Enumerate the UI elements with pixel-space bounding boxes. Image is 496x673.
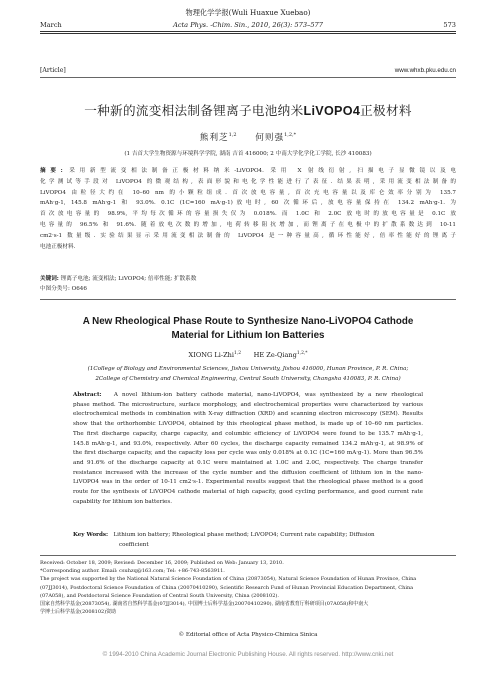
footnote-line: *Corresponding author. Email: csuhzq@163.com; Tel: +86-743-8563911. [40, 568, 225, 575]
abstract-cn-line: mAh·g-1, 145.8 mAh·g-1 和 93.0%. 0.1C (1C=160 mA·g-1)放电时, 60 次循环后, 放电容量保持在 134.2 mAh·g-1. 为 [40, 200, 456, 207]
authors-en [0, 351, 496, 359]
clc-label: 中图分类号: [40, 286, 70, 293]
abstract-en-line: show that the orthorhombic LiVOPO4, obtained by this rheological phase method, is made up of 10–60 nm particles. [73, 421, 423, 428]
affiliation-en-line: (1College of Biology and Environmental Sciences, Jishou University, Jishou 416000, Hunan Province, P. R. China; [87, 366, 409, 372]
journal-name-cn: 物理化学学报(Wuli Huaxue Xuebao) [185, 8, 311, 17]
author-cn-name: 何则强 [255, 133, 285, 143]
footnote-line: (07JJ3014), Postdoctoral Science Foundation of China (20070410290), Scientific Research Fund of Hunan Provincial Education Department, China [40, 584, 414, 591]
title-en-line: A New Rheological Phase Route to Synthesize Nano-LiVOPO4 Cathode [82, 316, 414, 327]
footnote-line: 学博士后科学基金(2008102)资助 [40, 609, 117, 616]
keywords-cn [40, 274, 196, 295]
footnote-line: (07A058), and Postdoctoral Science Foundation of Central South University, China (2008102). [40, 592, 279, 599]
affiliation-cn: (1 吉首大学生物资源与环境科学学院, 湖南 吉首 416000; 2 中南大学化学化工学院, 长沙 410083) [124, 151, 372, 157]
authors-cn [0, 131, 496, 143]
author-en-sup: 1,2,* [296, 351, 308, 356]
keywords-cn-line [40, 274, 196, 284]
author-cn-sup: 1,2,* [284, 132, 297, 139]
abstract-en [73, 391, 423, 507]
author-en-name: XIONG Li-Zhi [188, 351, 235, 360]
abstract-en-line: and 91.6% of the discharge capacity at 0.1C were maintained at 1.0C and 2.0C, respectively. The charge transfer [73, 459, 423, 466]
footnote-line: The project was supported by the National Natural Science Foundation of China (20873054), Natural Science Foundation of Hunan Province, China [40, 576, 417, 583]
abstract-cn-line: 电容量的 96.5% 和 91.6%. 随着放电次数的增加, 电荷转移阻抗增加, 而锂离子在电极中的扩散系数达到 10-11 [40, 221, 456, 228]
journal-website-link[interactable]: www.whxb.pku.edu.cn [394, 67, 456, 74]
footnote-rule [40, 555, 456, 556]
abstract-en-line: capability for lithium ion batteries. [73, 498, 172, 505]
section-rule [40, 77, 456, 78]
abstract-en-line: electrochemical methods in combination with X-ray diffraction (XRD) and scanning electron microscopy (SEM). Results [73, 411, 423, 418]
affiliation-en-line: 2College of Chemistry and Chemical Engineering, Central South University, Changsha 410083, P. R. China) [95, 376, 401, 382]
keywords-en-label: Key Words: [73, 532, 109, 538]
abstract-cn-line: 化学测试等手段对 LiVOPO4 的微观结构, 表面形貌和电化学性能进行了表征. 结果表明, 采用流变相法制备的 [40, 178, 456, 185]
footnote-line: Received: October 18, 2009; Revised: December 16, 2009; Published on Web: January 13, 2010. [40, 560, 284, 566]
title-cn-prefix: 一种新的流变相法制备锂离子电池纳米 [84, 103, 304, 118]
title-cn [0, 100, 496, 119]
header-month: March [40, 21, 62, 29]
abstract-cn-line: 电池正极材料. [40, 243, 76, 250]
keywords-cn-label: 关键词: [40, 276, 59, 282]
header-citation: Acta Phys. -Chim. Sin., 2010, 26(3): 573–577 [173, 21, 323, 29]
author-en-name: HE Ze-Qiang [253, 351, 297, 360]
abstract-en-line: resistance increased with the increase of the cycle number and the diffusion coefficient of lithium ion in the nano- [73, 469, 423, 476]
abstract-en-line: Abstract: A novel lithium-ion battery cathode material, nano-LiVOPO4, was synthesized by a new rheological [73, 392, 423, 398]
keywords-en [73, 531, 423, 550]
keywords-en-line: Key Words: Lithium ion battery; Rheological phase method; LiVOPO4; Current rate capability; Diffusion [73, 532, 375, 538]
abstract-cn-line: 首次放电容量的 98.9%, 平均每次循环的容量损失仅为 0.018%. 而 1.0C 和 2.0C 放电时的放电容量是 0.1C 放 [40, 211, 456, 218]
abstract-en-line: phase method. The microstructure, surface morphology, and electrochemical properties were characterized by various [73, 401, 423, 408]
abstract-cn-line: 摘要: 采用新型流变相法制备正极材料纳米-LiVOPO4. 采用 X 射线衍射, 扫描电子显微镜以及电 [40, 168, 457, 174]
title-en-line: Material for Lithium Ion Batteries [171, 330, 325, 341]
abstract-cn-label: 摘要: [40, 168, 63, 174]
abstract-cn-line: LiVOPO4 由粒径大约在 10–60 nm 的小颗粒组成. 首次放电容量, 首次充电容量以及库仑效率分别为 135.7 [40, 189, 456, 196]
abstract-en-label: Abstract: [73, 392, 102, 398]
abstract-cn [40, 166, 456, 252]
page-footer: © 1994-2010 China Academic Journal Electronic Publishing House. All rights reserved. http://www.cnki.net [102, 651, 394, 658]
footnote-line: 国家自然科学基金(20873054), 湖南省自然科学基金(07JJ3014), 中国博士后科学基金(20070410290), 湖南省教育厅科研项目(07A058)和中南大 [40, 601, 369, 608]
clc-value: O646 [71, 286, 87, 293]
abstract-en-line: route for the synthesis of LiVOPO4 cathode material of high capacity, good cycling performance, and good current rate [73, 489, 423, 496]
author-cn-name: 熊利芝 [199, 133, 229, 143]
abstract-en-line: The first discharge capacity, charge capacity, and columbic efficiency of LiVOPO4 were found to be 135.7 mAh·g-1, [73, 430, 423, 437]
affiliation-en [0, 364, 496, 384]
section-rule [40, 299, 456, 300]
editorial-copyright: © Editorial office of Acta Physico-Chimica Sinica [178, 632, 318, 638]
header-page-number: 573 [443, 21, 456, 29]
author-en-sup: 1,2 [234, 351, 242, 356]
keywords-cn-text: 锂离子电池; 流变相法; LiVOPO4; 倍率性能; 扩散系数 [60, 276, 197, 282]
abstract-en-line: the first discharge capacity, and the capacity loss per cycle was only 0.018% at 0.1C (1C=160 mA·g-1). More than 96.5% [73, 450, 423, 457]
title-en [0, 315, 496, 343]
abstract-en-line: LiVOPO4 was in the order of 10-11 cm2·s-1. Experimental results suggest that the rheological phase method is a good [73, 479, 423, 486]
title-cn-formula: LiVOPO4 [303, 104, 361, 118]
title-cn-suffix: 正极材料 [360, 103, 412, 118]
article-type: [Article] [40, 67, 66, 74]
header-rule [40, 31, 456, 32]
header-rule-thin [40, 33, 456, 34]
clc-line [40, 284, 196, 294]
abstract-cn-line: cm2·s-1 数量级. 实验结果显示采用流变相法制备的 LiVOPO4 是一种容量高, 循环性能好, 倍率性能好的锂离子 [40, 232, 456, 239]
keywords-en-line: coefficient [119, 541, 149, 548]
footnotes [40, 559, 456, 616]
abstract-en-line: 145.8 mAh·g-1, and 93.0%, respectively. After 60 cycles, the discharge capacity remained 134.2 mAh·g-1, at 98.9% of [73, 440, 423, 447]
author-cn-sup: 1,2 [228, 132, 237, 139]
